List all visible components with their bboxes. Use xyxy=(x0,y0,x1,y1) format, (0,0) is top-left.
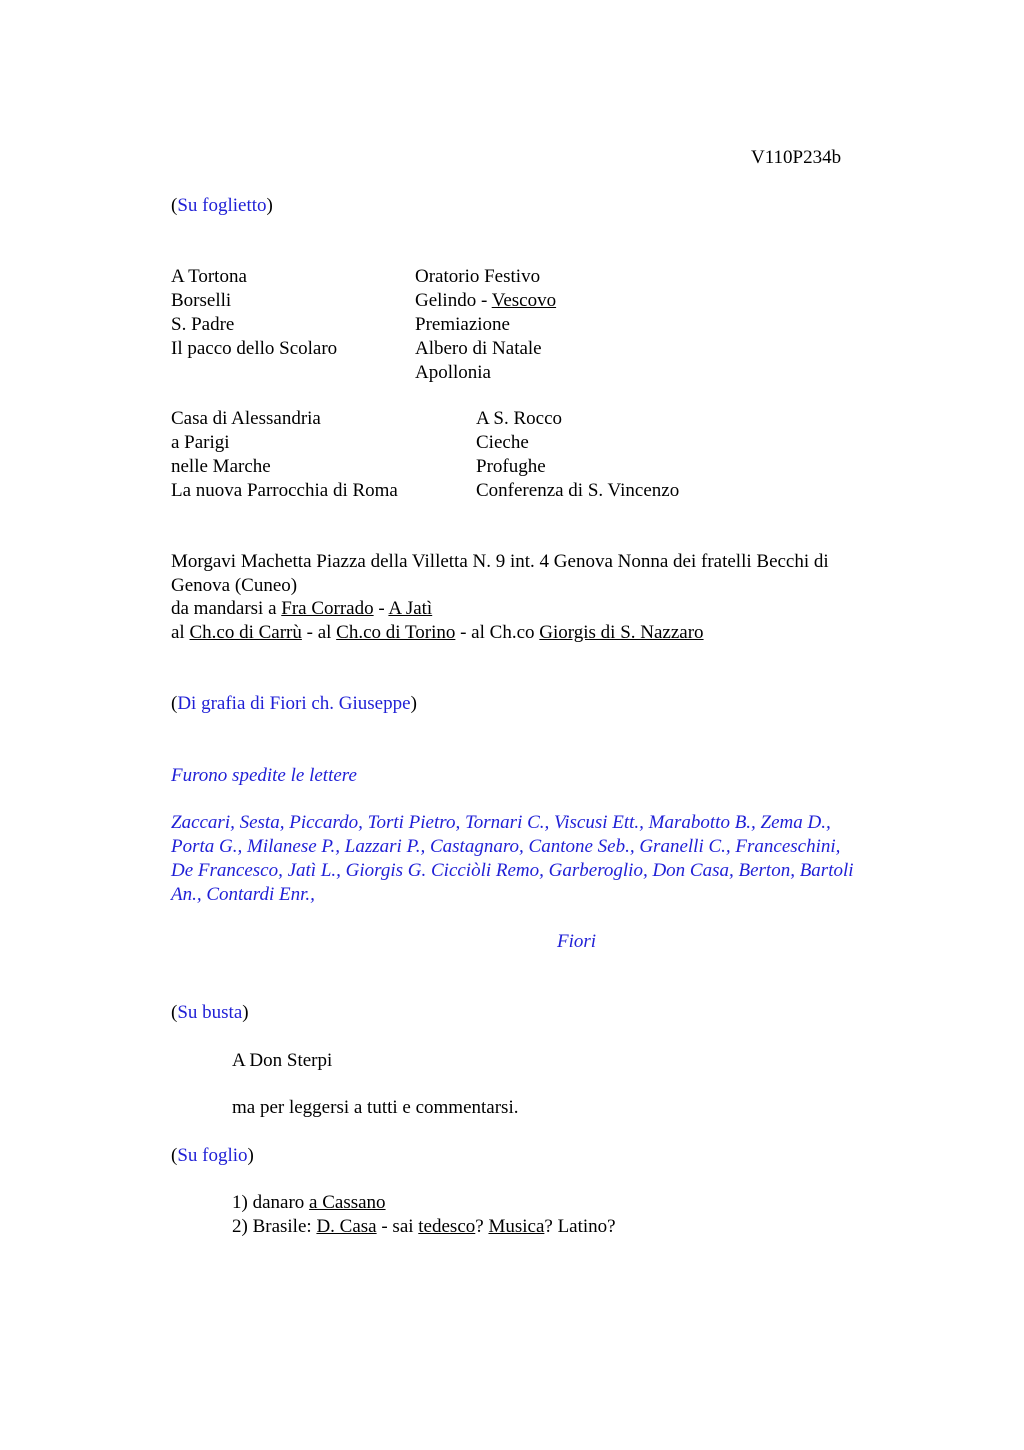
document-code: V110P234b xyxy=(751,147,842,168)
address-line-4: al Ch.co di Carrù - al Ch.co di Torino - al Ch.co Giorgis di S. Nazzaro xyxy=(171,622,704,643)
list-item: S. Padre xyxy=(171,314,235,335)
busta-addressee: A Don Sterpi xyxy=(232,1050,333,1071)
annotation-label: Su busta xyxy=(177,1002,243,1023)
list-item: Albero di Natale xyxy=(415,338,542,359)
list-item: Oratorio Festivo xyxy=(415,266,541,287)
list-item: Premiazione xyxy=(415,314,510,335)
signature: Fiori xyxy=(557,931,597,952)
list-item: nelle Marche xyxy=(171,456,271,477)
letters-names-line: Zaccari, Sesta, Piccardo, Torti Pietro, Tornari C., Viscusi Ett., Marabotto B., Zema D., xyxy=(171,812,831,833)
section-heading-foglietto: (Su foglietto) xyxy=(171,195,273,216)
list-item: La nuova Parrocchia di Roma xyxy=(171,480,398,501)
section-heading-foglio: (Su foglio) xyxy=(171,1145,254,1166)
annotation-label: Su foglio xyxy=(177,1145,248,1166)
list-item: Cieche xyxy=(476,432,529,453)
letters-names-line: Porta G., Milanese P., Lazzari P., Castagnaro, Cantone Seb., Granelli C., Franceschini, xyxy=(171,836,841,857)
list-item: Gelindo - Vescovo xyxy=(415,290,557,311)
section-heading-busta: (Su busta) xyxy=(171,1002,249,1023)
list-item: Il pacco dello Scolaro xyxy=(171,338,338,359)
section-heading-grafia: (Di grafia di Fiori ch. Giuseppe) xyxy=(171,693,417,714)
letters-names-line: An., Contardi Enr., xyxy=(171,884,315,905)
list-item: Borselli xyxy=(171,290,232,311)
list-item: a Parigi xyxy=(171,432,230,453)
foglio-item-1: 1) danaro a Cassano xyxy=(232,1192,386,1213)
address-line-1: Morgavi Machetta Piazza della Villetta N. 9 int. 4 Genova Nonna dei fratelli Becchi di xyxy=(171,551,829,572)
annotation-label: Su foglietto xyxy=(177,195,267,216)
list-item: A S. Rocco xyxy=(476,408,563,429)
list-item: Profughe xyxy=(476,456,546,477)
list-left-block1 xyxy=(171,265,337,361)
address-line-2: Genova (Cuneo) xyxy=(171,575,298,596)
letters-intro: Furono spedite le lettere xyxy=(171,765,357,786)
list-left-block2 xyxy=(171,407,398,503)
list-item: A Tortona xyxy=(171,266,247,287)
foglio-item-2: 2) Brasile: D. Casa - sai tedesco? Musica? Latino? xyxy=(232,1216,616,1237)
letters-names-line: De Francesco, Jatì L., Giorgis G. Cicciòli Remo, Garberoglio, Don Casa, Berton, Bartoli xyxy=(171,860,854,881)
busta-note: ma per leggersi a tutti e commentarsi. xyxy=(232,1097,519,1118)
list-right-block2 xyxy=(476,407,679,503)
list-item: Apollonia xyxy=(415,362,491,383)
list-right-block1 xyxy=(415,265,556,385)
annotation-label: Di grafia di Fiori ch. Giuseppe xyxy=(177,693,411,714)
list-item: Casa di Alessandria xyxy=(171,408,321,429)
list-item: Conferenza di S. Vincenzo xyxy=(476,480,680,501)
address-line-3: da mandarsi a Fra Corrado - A Jatì xyxy=(171,598,433,619)
